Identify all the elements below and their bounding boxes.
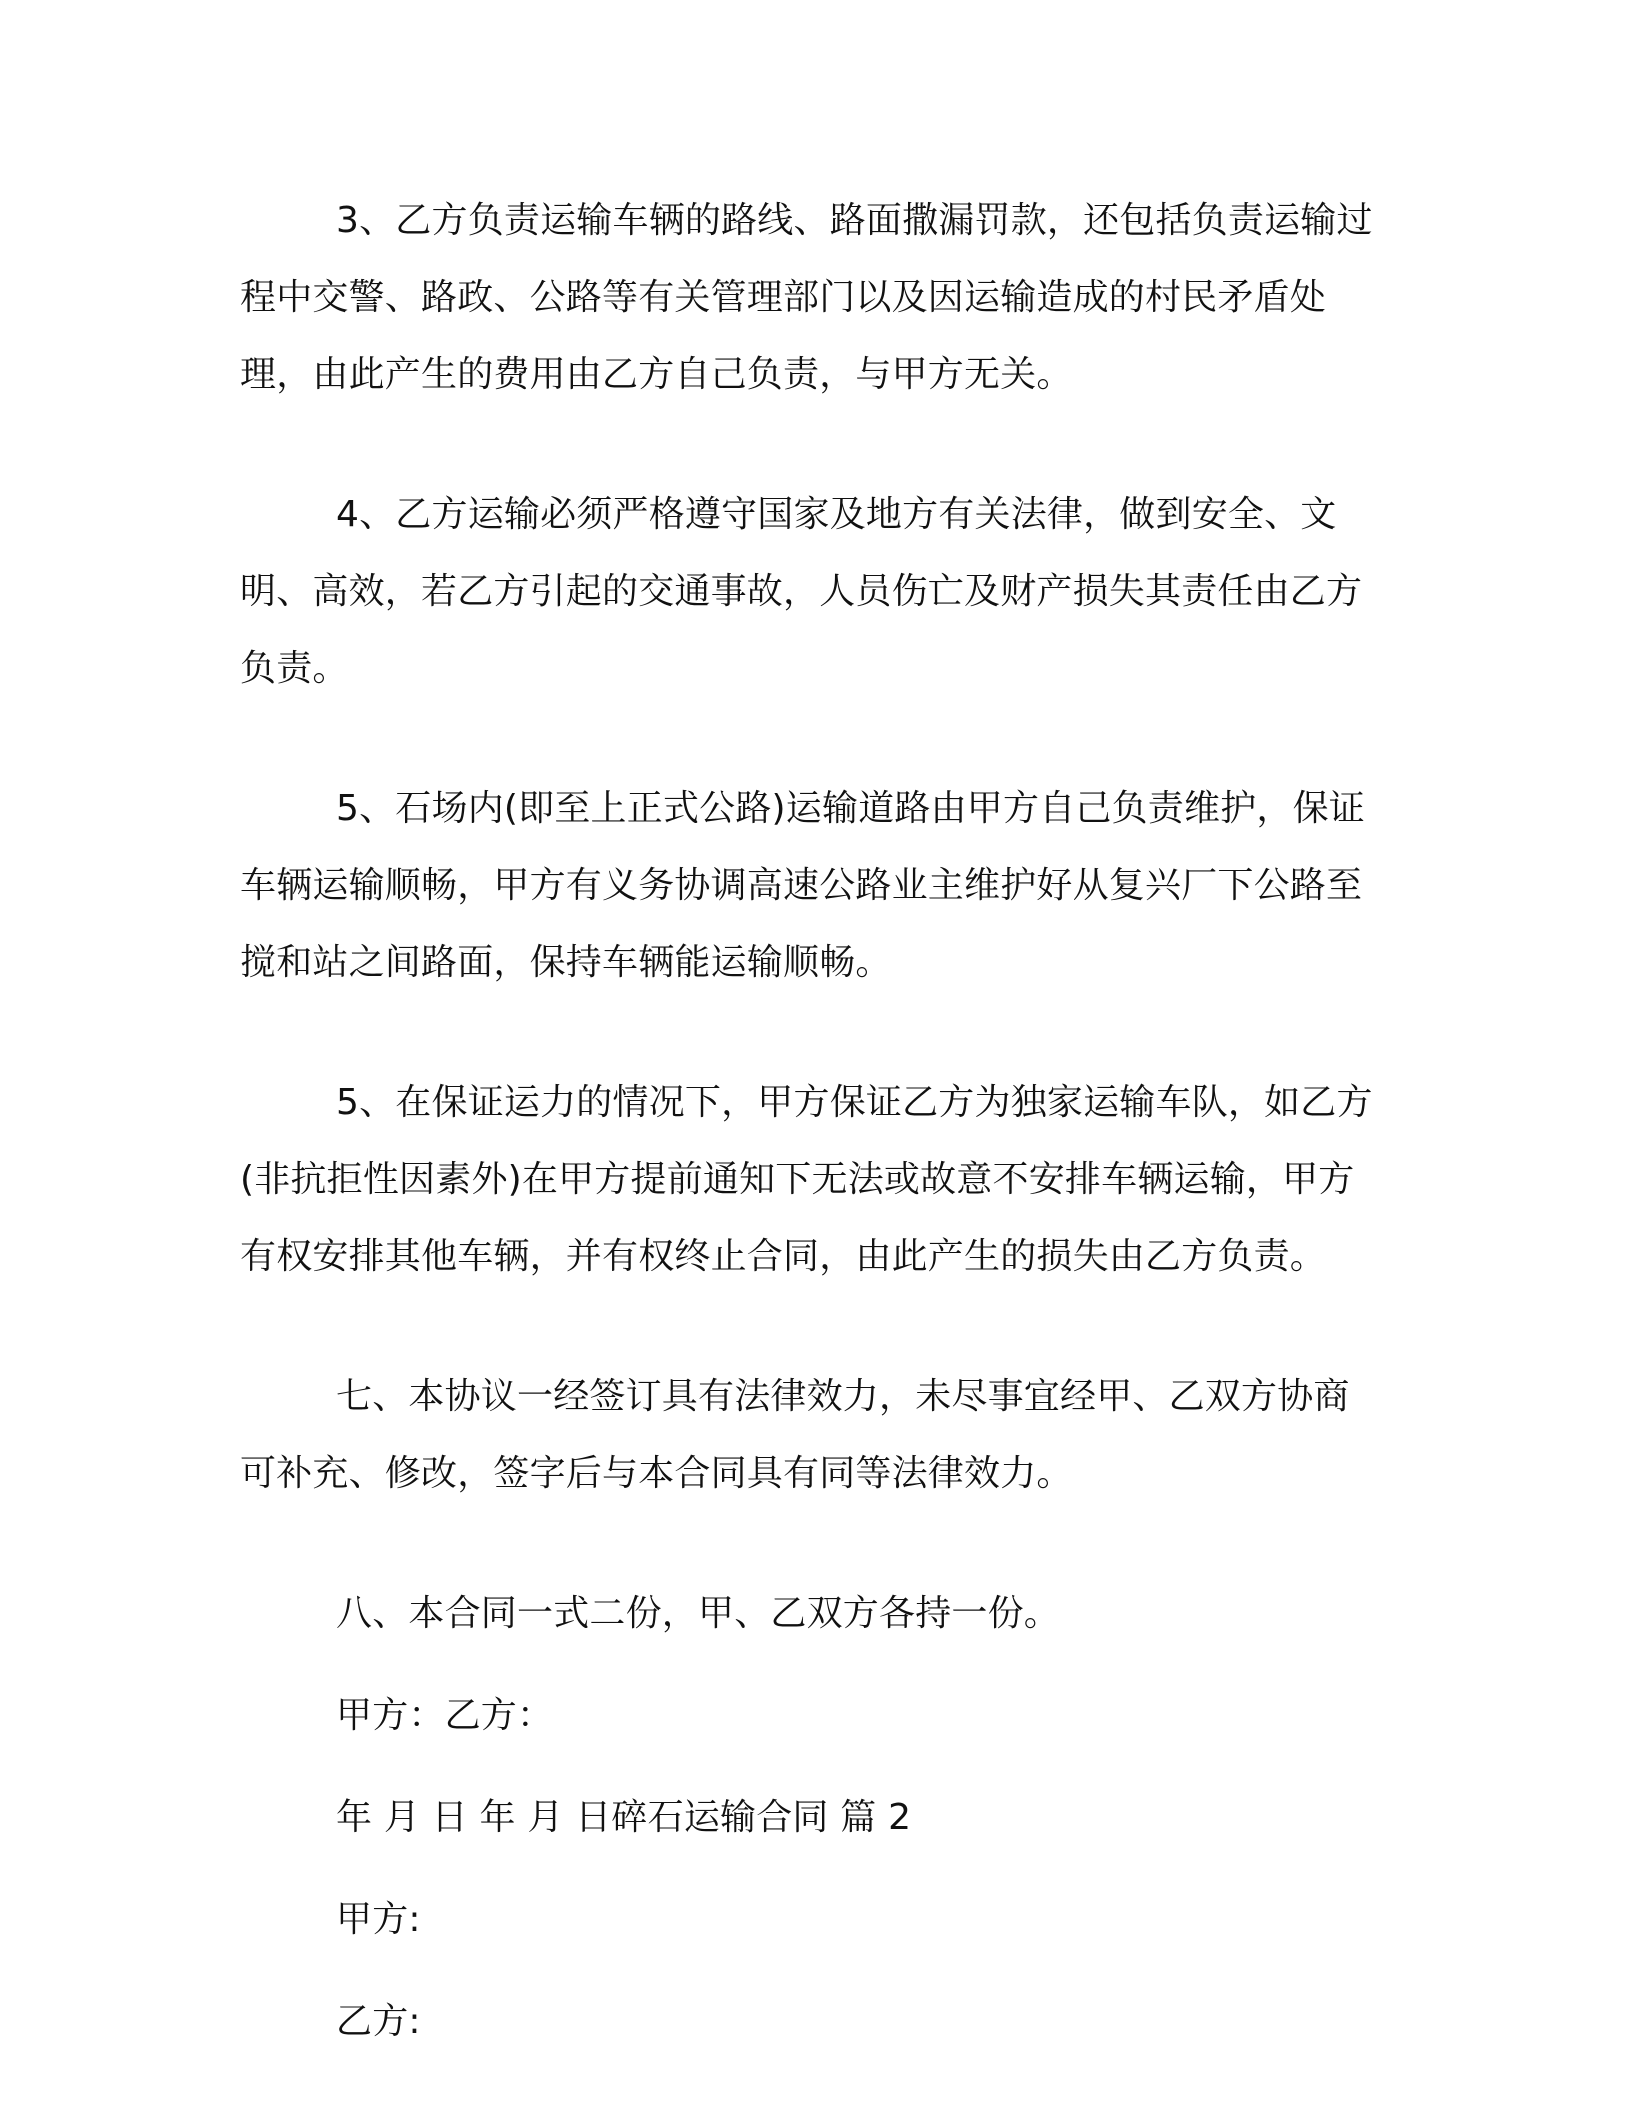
- clause-8: 八、本合同一式二份，甲、乙双方各持一份。: [336, 1593, 1061, 1634]
- signature-parties: 甲方：乙方：: [336, 1695, 554, 1736]
- party-b-label: 乙方:: [336, 2001, 421, 2042]
- clause-3: 3、乙方负责运输车辆的路线、路面撒漏罚款，还包括负责运输过程中交警、路政、公路等有关管理部门以及因运输造成的村民矛盾处理，由此产生的费用由乙方自己负责，与甲方无关。: [240, 200, 1373, 395]
- clause-4: 4、乙方运输必须严格遵守国家及地方有关法律，做到安全、文明、高效，若乙方引起的交通事故，人员伤亡及财产损失其责任由乙方负责。: [240, 494, 1363, 689]
- clause-5-road-maintenance: 5、石场内(即至上正式公路)运输道路由甲方自己负责维护，保证车辆运输顺畅，甲方有义务协调高速公路业主维护好从复兴厂下公路至搅和站之间路面，保持车辆能运输顺畅。: [240, 788, 1365, 983]
- clause-5-exclusive-transport: 5、在保证运力的情况下，甲方保证乙方为独家运输车队，如乙方(非抗拒性因素外)在甲方提前通知下无法或故意不安排车辆运输，甲方有权安排其他车辆，并有权终止合同，由此产生的损失由乙方负责。: [240, 1082, 1373, 1277]
- document-body: [240, 182, 1385, 2085]
- clause-7: 七、本协议一经签订具有法律效力，未尽事宜经甲、乙双方协商可补充、修改，签字后与本合同具有同等法律效力。: [240, 1376, 1350, 1494]
- party-a-label: 甲方:: [336, 1899, 421, 1940]
- date-and-next-title: 年 月 日 年 月 日碎石运输合同 篇 2: [336, 1797, 912, 1838]
